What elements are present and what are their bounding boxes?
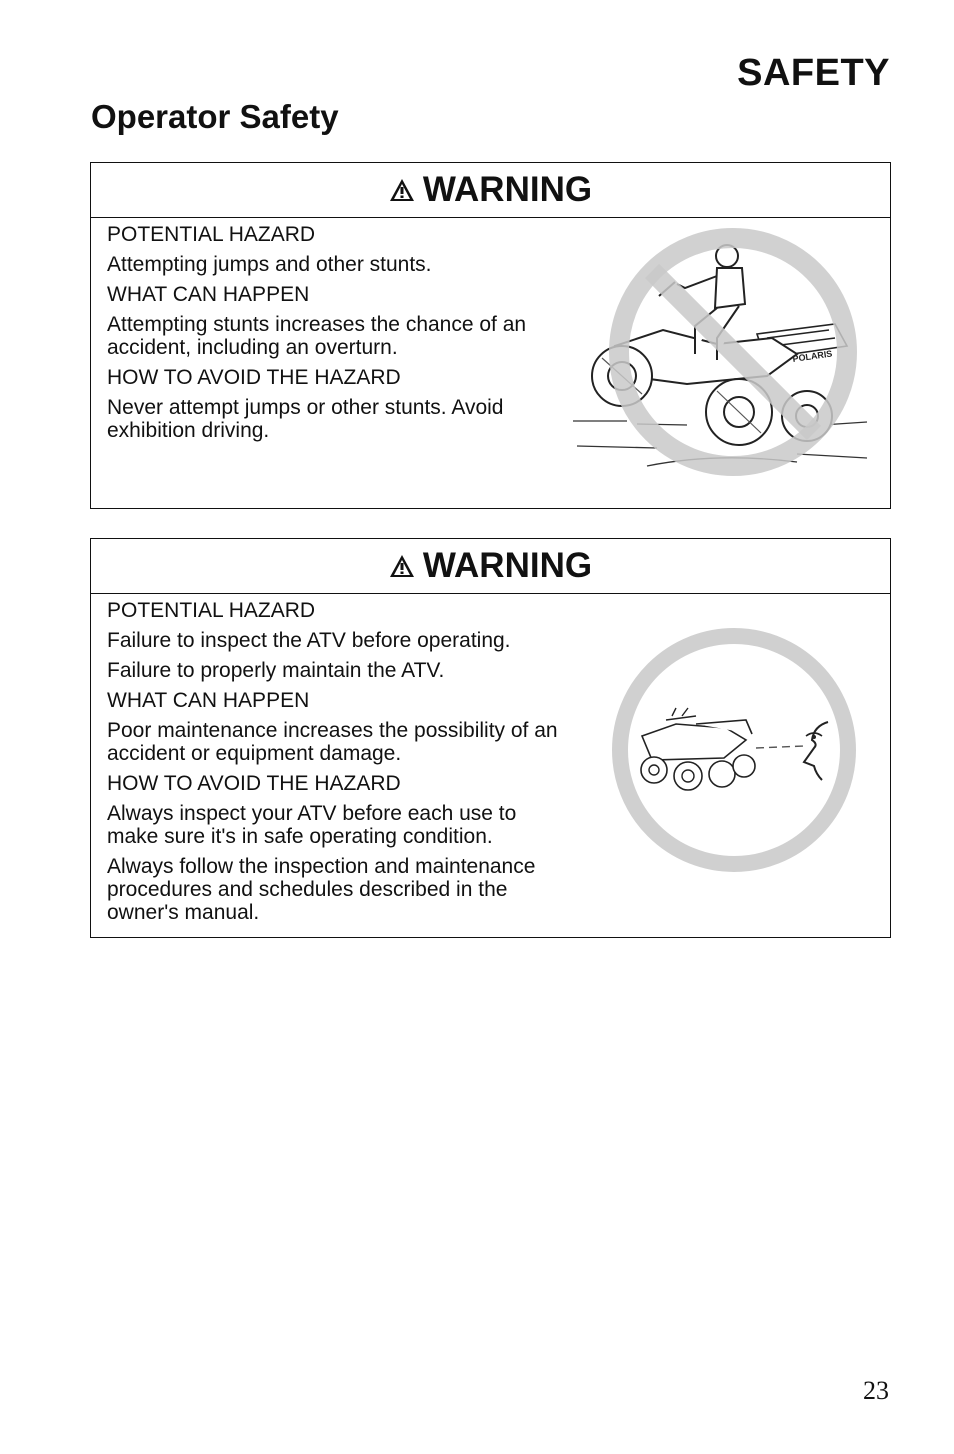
warning-body xyxy=(91,594,890,924)
consequence-heading: WHAT CAN HAPPEN xyxy=(107,689,310,712)
avoidance-heading: HOW TO AVOID THE HAZARD xyxy=(107,366,401,389)
hazard-heading: POTENTIAL HAZARD xyxy=(107,223,316,246)
warning-text xyxy=(91,218,562,442)
section-title: SAFETY xyxy=(737,52,890,94)
warning-box-stunts xyxy=(90,162,891,509)
consequence-heading: WHAT CAN HAPPEN xyxy=(107,283,310,306)
hazard-description: Attempting jumps and other stunts. xyxy=(107,253,432,276)
hazard-description: Failure to properly maintain the ATV. xyxy=(107,659,445,682)
warning-triangle-icon xyxy=(389,178,415,202)
warning-header xyxy=(91,163,890,218)
warning-box-inspection xyxy=(90,538,891,938)
warning-header xyxy=(91,539,890,594)
avoidance-description: Never attempt jumps or other stunts. Avoid exhibition driving. xyxy=(107,396,504,442)
avoidance-heading: HOW TO AVOID THE HAZARD xyxy=(107,772,401,795)
warning-triangle-icon xyxy=(389,554,415,578)
polaris-decal: POLARIS xyxy=(791,348,833,364)
warning-text xyxy=(91,594,562,924)
consequence-description: Poor maintenance increases the possibility of an accident or equipment damage. xyxy=(107,719,558,765)
inspect-atv-illustration xyxy=(606,624,866,880)
no-stunts-atv-illustration xyxy=(567,226,877,481)
consequence-description: Attempting stunts increases the chance of an accident, including an overturn. xyxy=(107,313,527,359)
avoidance-description: Always inspect your ATV before each use to make sure it's in safe operating condition. xyxy=(107,802,517,848)
hazard-heading: POTENTIAL HAZARD xyxy=(107,599,316,622)
warning-label: WARNING xyxy=(422,546,593,585)
page-heading: Operator Safety xyxy=(91,98,339,135)
hazard-description: Failure to inspect the ATV before operating. xyxy=(107,629,511,652)
avoidance-description: Always follow the inspection and maintenance procedures and schedules described in the owner's manual. xyxy=(107,855,536,924)
warning-label: WARNING xyxy=(422,170,593,209)
page-number: 23 xyxy=(863,1376,889,1405)
warning-body xyxy=(91,218,890,442)
